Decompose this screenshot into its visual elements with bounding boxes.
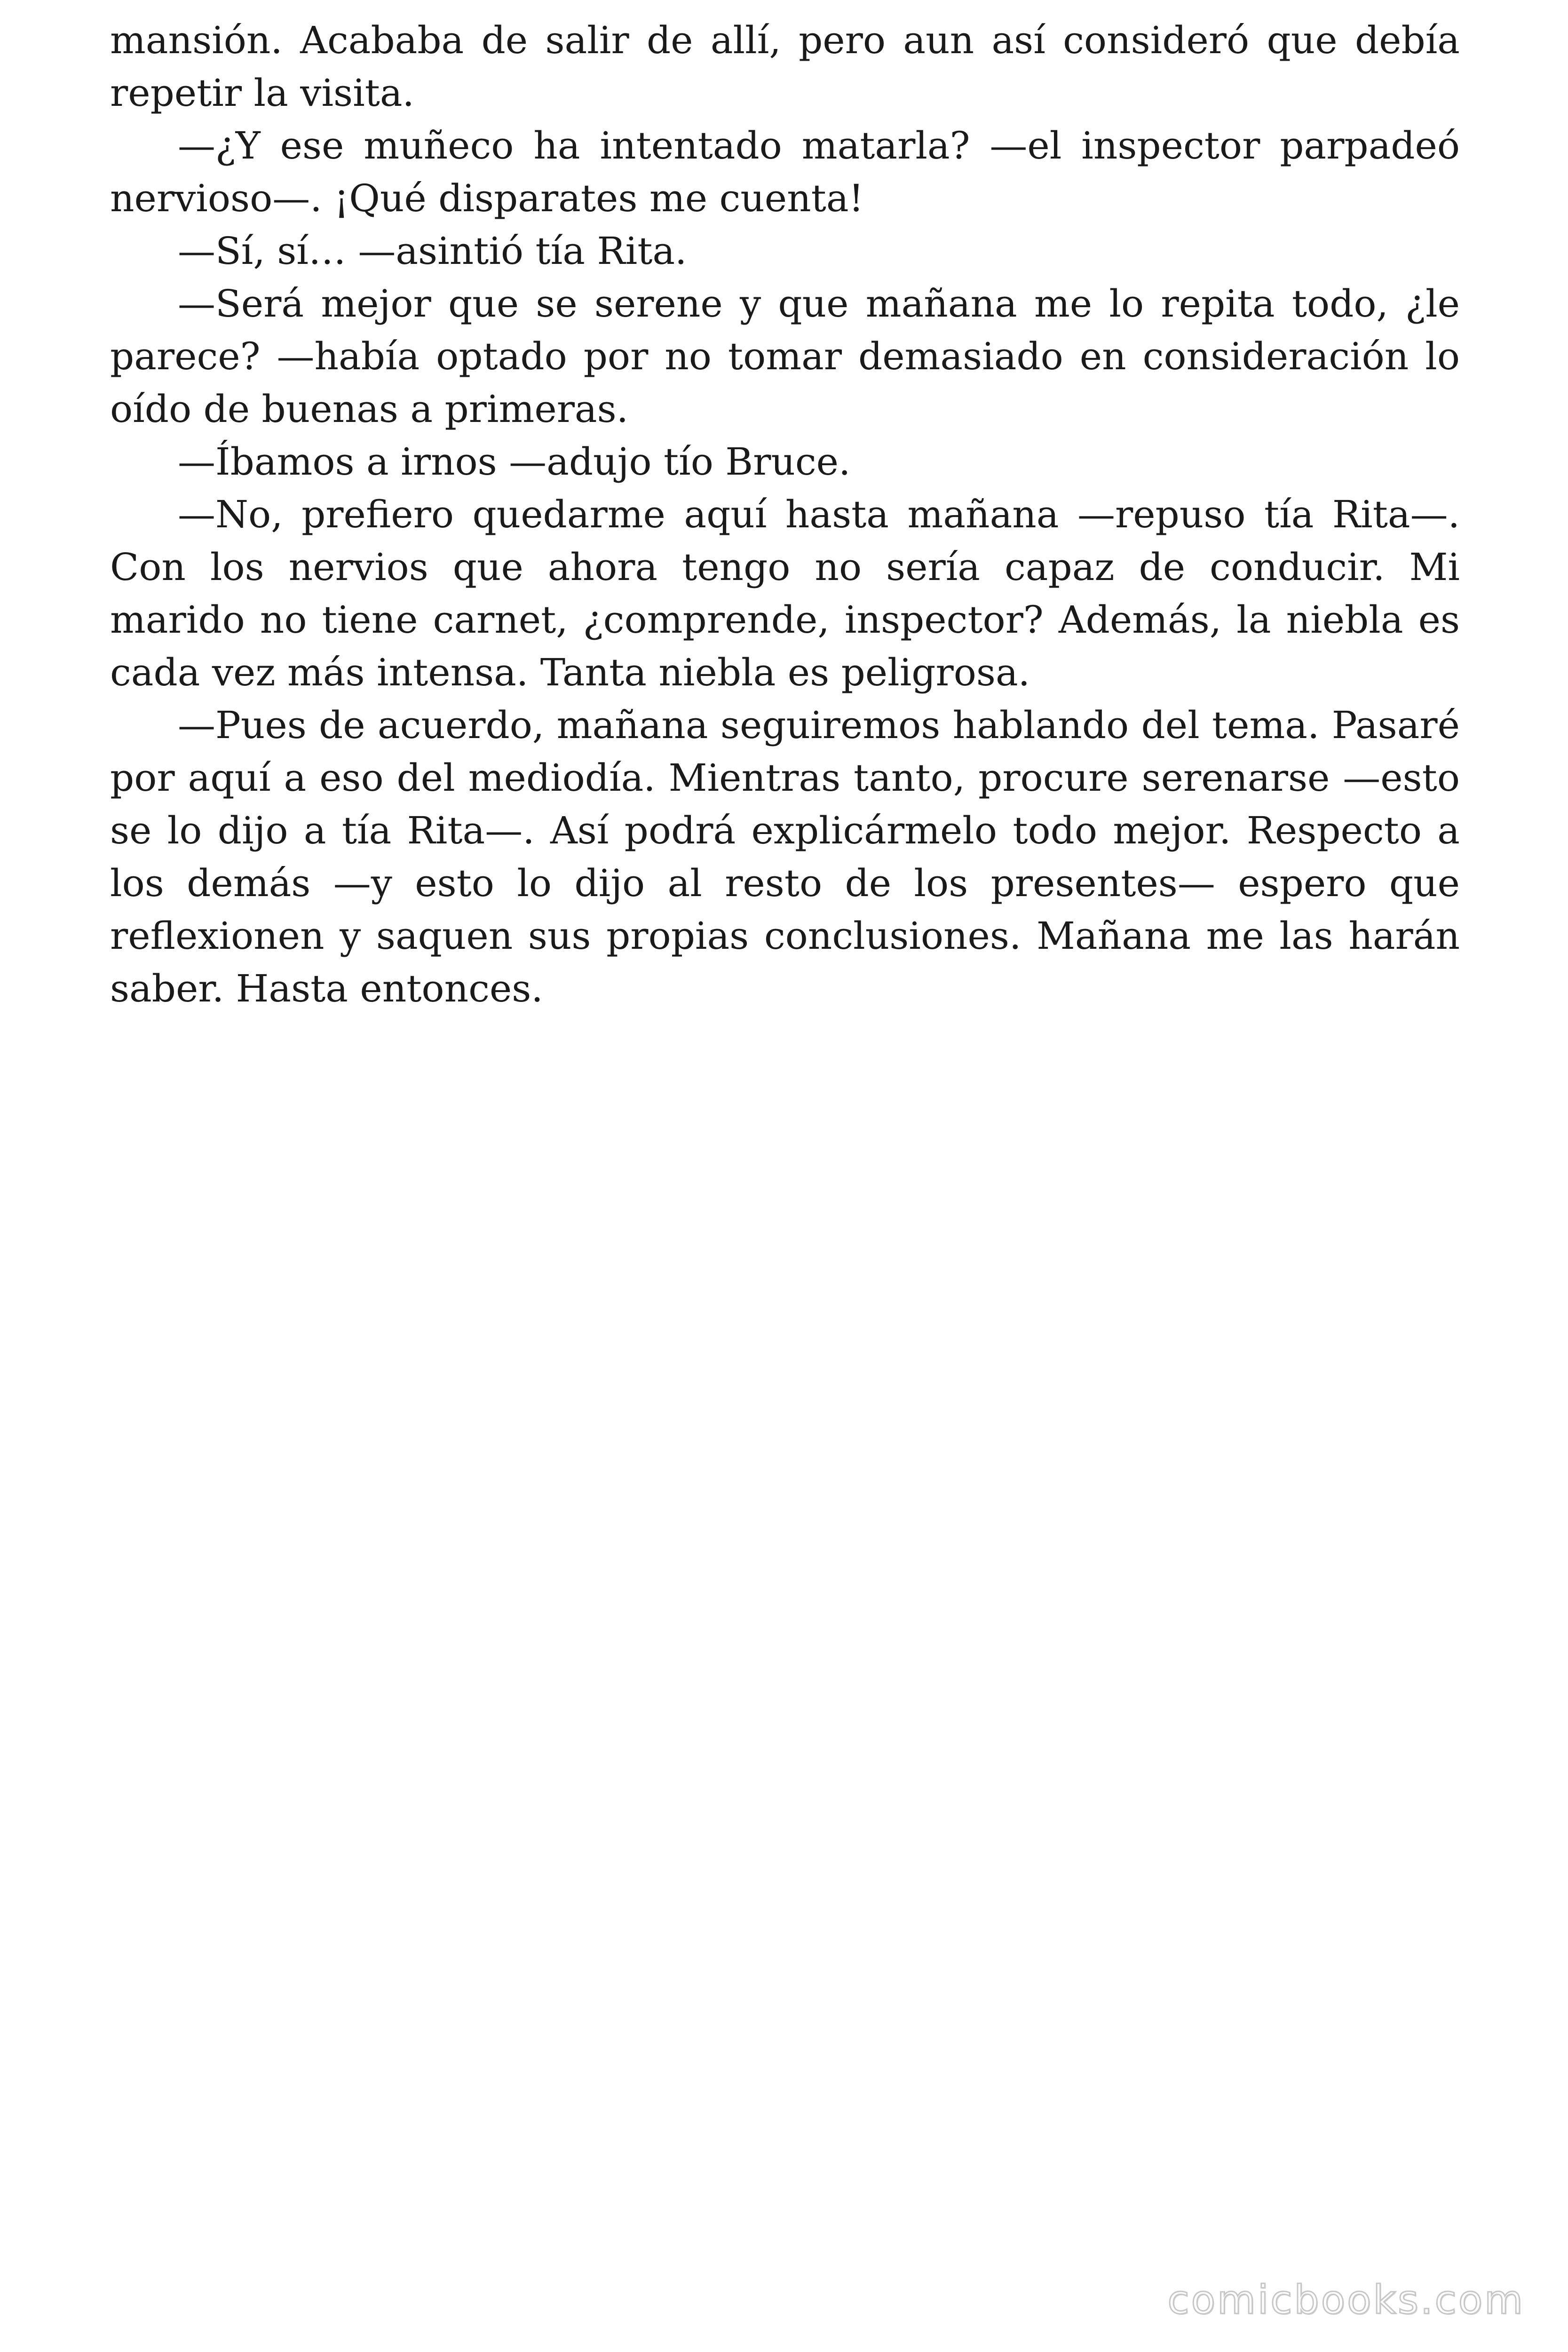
paragraph: —Pues de acuerdo, mañana seguiremos hablando del tema. Pasaré por aquí a eso del mediodía. Mientras tanto, procure serenarse —esto se lo dijo a tía Rita—. Así podrá explicármelo todo mejor. Respecto a los demás —y esto lo dijo al resto de los presentes— espero que reflexionen y saquen sus propias conclusiones. Mañana me las harán saber. Hasta entonces. (110, 703, 1460, 1010)
paragraph: —Íbamos a irnos —adujo tío Bruce. (178, 440, 851, 484)
paragraph: —Será mejor que se serene y que mañana me lo repita todo, ¿le parece? —había optado por no tomar demasiado en consideración lo oído de buenas a primeras. (110, 282, 1460, 431)
paragraph: —Sí, sí… —asintió tía Rita. (178, 229, 687, 273)
watermark: comicbooks.com (1167, 2277, 1525, 2323)
page-body (110, 14, 1460, 1015)
paragraph: mansión. Acababa de salir de allí, pero aun así consideró que debía repetir la visita. (110, 18, 1460, 115)
paragraph: —¿Y ese muñeco ha intentado matarla? —el inspector parpadeó nervioso—. ¡Qué disparates me cuenta! (110, 124, 1460, 220)
paragraph: —No, prefiero quedarme aquí hasta mañana —repuso tía Rita—. Con los nervios que ahora tengo no sería capaz de conducir. Mi marido no tiene carnet, ¿comprende, inspector? Además, la niebla es cada vez más intensa. Tanta niebla es peligrosa. (110, 493, 1460, 694)
